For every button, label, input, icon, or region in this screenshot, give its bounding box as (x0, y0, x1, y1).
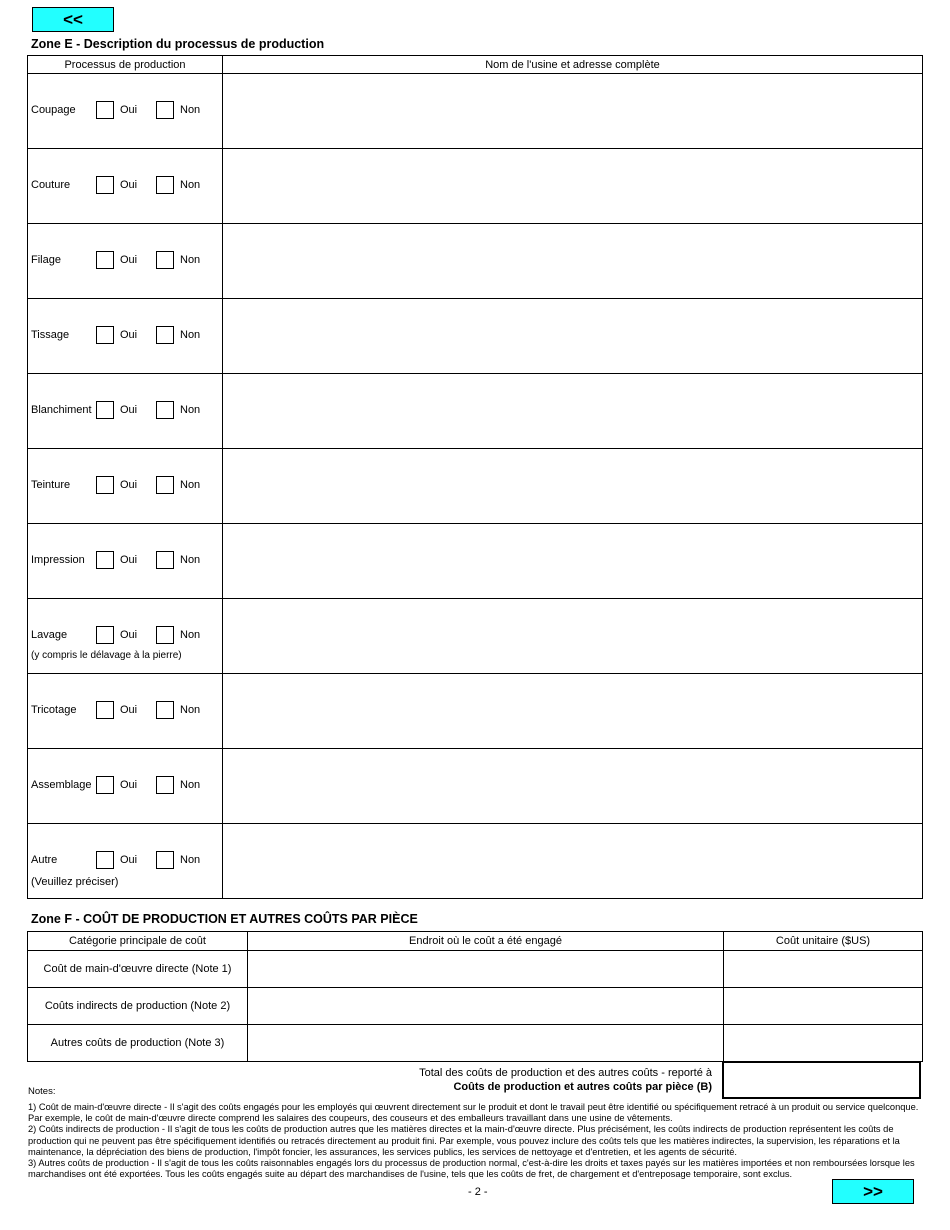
oui-checkbox[interactable] (96, 701, 114, 719)
non-checkbox[interactable] (156, 701, 174, 719)
process-row (28, 749, 923, 824)
note-2: 2) Coûts indirects de production - Il s'agit de tous les coûts de production autres que les matières directes et la main-d'œuvre directe. Plus précisément, les coûts indirects de production représentent les coûts de production qui ne peuvent pas être spécifiquement identifiés ou retracés directement au produit fini. Par exemple, vous pouvez inclure des coûts tels que les matières indirectes, la supervision, les réparations et la maintenance, la dépréciation des biens de production, l'impôt foncier, les assurances, les services publics, les services de nettoyage et d'entretien, et les agents de sécurité. (28, 1124, 900, 1157)
non-checkbox[interactable] (156, 401, 174, 419)
non-label: Non (180, 179, 201, 191)
oui-checkbox[interactable] (96, 776, 114, 794)
non-checkbox[interactable] (156, 776, 174, 794)
process-row (28, 524, 923, 599)
process-name: Assemblage (31, 779, 92, 791)
factory-address-input[interactable] (223, 299, 923, 374)
factory-address-input[interactable] (223, 449, 923, 524)
cost-location-input[interactable] (248, 1025, 724, 1062)
process-cell (28, 674, 223, 749)
col-header-factory: Nom de l'usine et adresse complète (223, 56, 923, 74)
non-checkbox[interactable] (156, 476, 174, 494)
non-label: Non (180, 104, 201, 116)
process-name: Filage (31, 254, 61, 266)
zone-f-table (27, 931, 923, 1062)
cost-category: Autres coûts de production (Note 3) (28, 1025, 248, 1062)
oui-label: Oui (120, 179, 138, 191)
non-label: Non (180, 779, 201, 791)
process-name: Tricotage (31, 704, 77, 716)
cost-row (28, 988, 923, 1025)
oui-label: Oui (120, 404, 138, 416)
col-header-unit-cost: Coût unitaire ($US) (724, 932, 923, 951)
non-label: Non (180, 329, 201, 341)
process-row (28, 599, 923, 674)
non-checkbox[interactable] (156, 551, 174, 569)
cost-location-input[interactable] (248, 951, 724, 988)
process-row (28, 374, 923, 449)
process-cell (28, 224, 223, 299)
factory-address-input[interactable] (223, 524, 923, 599)
non-checkbox[interactable] (156, 251, 174, 269)
process-row (28, 299, 923, 374)
factory-address-input[interactable] (223, 374, 923, 449)
factory-address-input[interactable] (223, 824, 923, 899)
process-name: Couture (31, 179, 71, 191)
unit-cost-input[interactable] (724, 951, 923, 988)
oui-label: Oui (120, 254, 138, 266)
cost-row (28, 951, 923, 988)
zone-e-table (27, 55, 923, 899)
oui-label: Oui (120, 554, 138, 566)
oui-checkbox[interactable] (96, 251, 114, 269)
factory-address-input[interactable] (223, 749, 923, 824)
non-checkbox[interactable] (156, 626, 174, 644)
non-checkbox[interactable] (156, 101, 174, 119)
oui-label: Oui (120, 779, 138, 791)
process-note: (y compris le délavage à la pierre) (31, 650, 182, 661)
process-cell (28, 824, 223, 899)
process-cell (28, 74, 223, 149)
process-row (28, 74, 923, 149)
process-name: Teinture (31, 479, 71, 491)
previous-page-button[interactable]: << (32, 7, 114, 32)
col-header-category: Catégorie principale de coût (28, 932, 248, 951)
process-cell (28, 524, 223, 599)
zone-e-header-row (28, 56, 923, 74)
non-label: Non (180, 629, 201, 641)
factory-address-input[interactable] (223, 149, 923, 224)
zone-e-title: Zone E - Description du processus de production (31, 37, 325, 51)
process-cell (28, 149, 223, 224)
non-checkbox[interactable] (156, 326, 174, 344)
notes-label: Notes: (28, 1086, 56, 1097)
oui-checkbox[interactable] (96, 851, 114, 869)
oui-checkbox[interactable] (96, 551, 114, 569)
oui-label: Oui (120, 479, 138, 491)
process-row (28, 224, 923, 299)
next-page-button[interactable]: >> (832, 1179, 914, 1204)
oui-checkbox[interactable] (96, 326, 114, 344)
oui-label: Oui (120, 629, 138, 641)
total-label (419, 1066, 712, 1094)
cost-location-input[interactable] (248, 988, 724, 1025)
non-label: Non (180, 854, 201, 866)
factory-address-input[interactable] (223, 74, 923, 149)
oui-checkbox[interactable] (96, 176, 114, 194)
oui-label: Oui (120, 104, 138, 116)
non-checkbox[interactable] (156, 176, 174, 194)
total-cost-input[interactable] (722, 1061, 921, 1099)
process-row (28, 149, 923, 224)
note-3: 3) Autres coûts de production - Il s'agit de tous les coûts raisonnables engagés lors du processus de production normal, c'est-à-dire les droits et taxes payés sur les matières importées et non remboursées lorsque les marchandises ont été exportées. Tous les coûts engagés suite au départ des marchandises de l'usine, tels que les coûts de fret, de chargement et d'entreposage temporaire, sont exclus. (28, 1158, 915, 1180)
process-name: Blanchiment (31, 404, 92, 416)
oui-label: Oui (120, 704, 138, 716)
non-label: Non (180, 554, 201, 566)
oui-checkbox[interactable] (96, 401, 114, 419)
total-label-line1: Total des coûts de production et des autres coûts - reporté à (419, 1067, 712, 1079)
process-cell (28, 449, 223, 524)
zone-f-title: Zone F - COÛT DE PRODUCTION ET AUTRES COÛTS PAR PIÈCE (31, 912, 418, 926)
process-name: Lavage (31, 629, 68, 641)
factory-address-input[interactable] (223, 674, 923, 749)
oui-label: Oui (120, 329, 138, 341)
process-name: Autre (31, 854, 58, 866)
process-name: Impression (31, 554, 85, 566)
page-number: - 2 - (468, 1186, 488, 1198)
unit-cost-input[interactable] (724, 988, 923, 1025)
factory-address-input[interactable] (223, 599, 923, 674)
process-cell (28, 599, 223, 674)
non-label: Non (180, 479, 201, 491)
oui-checkbox[interactable] (96, 101, 114, 119)
cost-category: Coût de main-d'œuvre directe (Note 1) (28, 951, 248, 988)
non-label: Non (180, 404, 201, 416)
process-cell (28, 299, 223, 374)
cost-category: Coûts indirects de production (Note 2) (28, 988, 248, 1025)
process-note: (Veuillez préciser) (31, 876, 119, 888)
non-label: Non (180, 704, 201, 716)
cost-row (28, 1025, 923, 1062)
process-row (28, 449, 923, 524)
process-row (28, 824, 923, 899)
zone-f-header-row (28, 932, 923, 951)
col-header-location: Endroit où le coût a été engagé (248, 932, 724, 951)
oui-checkbox[interactable] (96, 476, 114, 494)
unit-cost-input[interactable] (724, 1025, 923, 1062)
process-name: Coupage (31, 104, 76, 116)
factory-address-input[interactable] (223, 224, 923, 299)
process-row (28, 674, 923, 749)
oui-checkbox[interactable] (96, 626, 114, 644)
notes-section (28, 1102, 923, 1180)
process-name: Tissage (31, 329, 70, 341)
total-label-line2: Coûts de production et autres coûts par pièce (B) (453, 1081, 712, 1093)
non-label: Non (180, 254, 201, 266)
process-cell (28, 374, 223, 449)
non-checkbox[interactable] (156, 851, 174, 869)
col-header-process: Processus de production (28, 56, 223, 74)
oui-label: Oui (120, 854, 138, 866)
process-cell (28, 749, 223, 824)
note-1: 1) Coût de main-d'œuvre directe - Il s'agit des coûts engagés pour les employés qui œuvrent directement sur le produit et dont le travail peut être identifié ou spécifiquement retracé à un produit ou service quelconque. Par exemple, le coût de main-d'œuvre directe comprend les salaires des coupeurs, des couseurs et des emballeurs travaillant dans une usine de vêtements. (28, 1102, 919, 1124)
